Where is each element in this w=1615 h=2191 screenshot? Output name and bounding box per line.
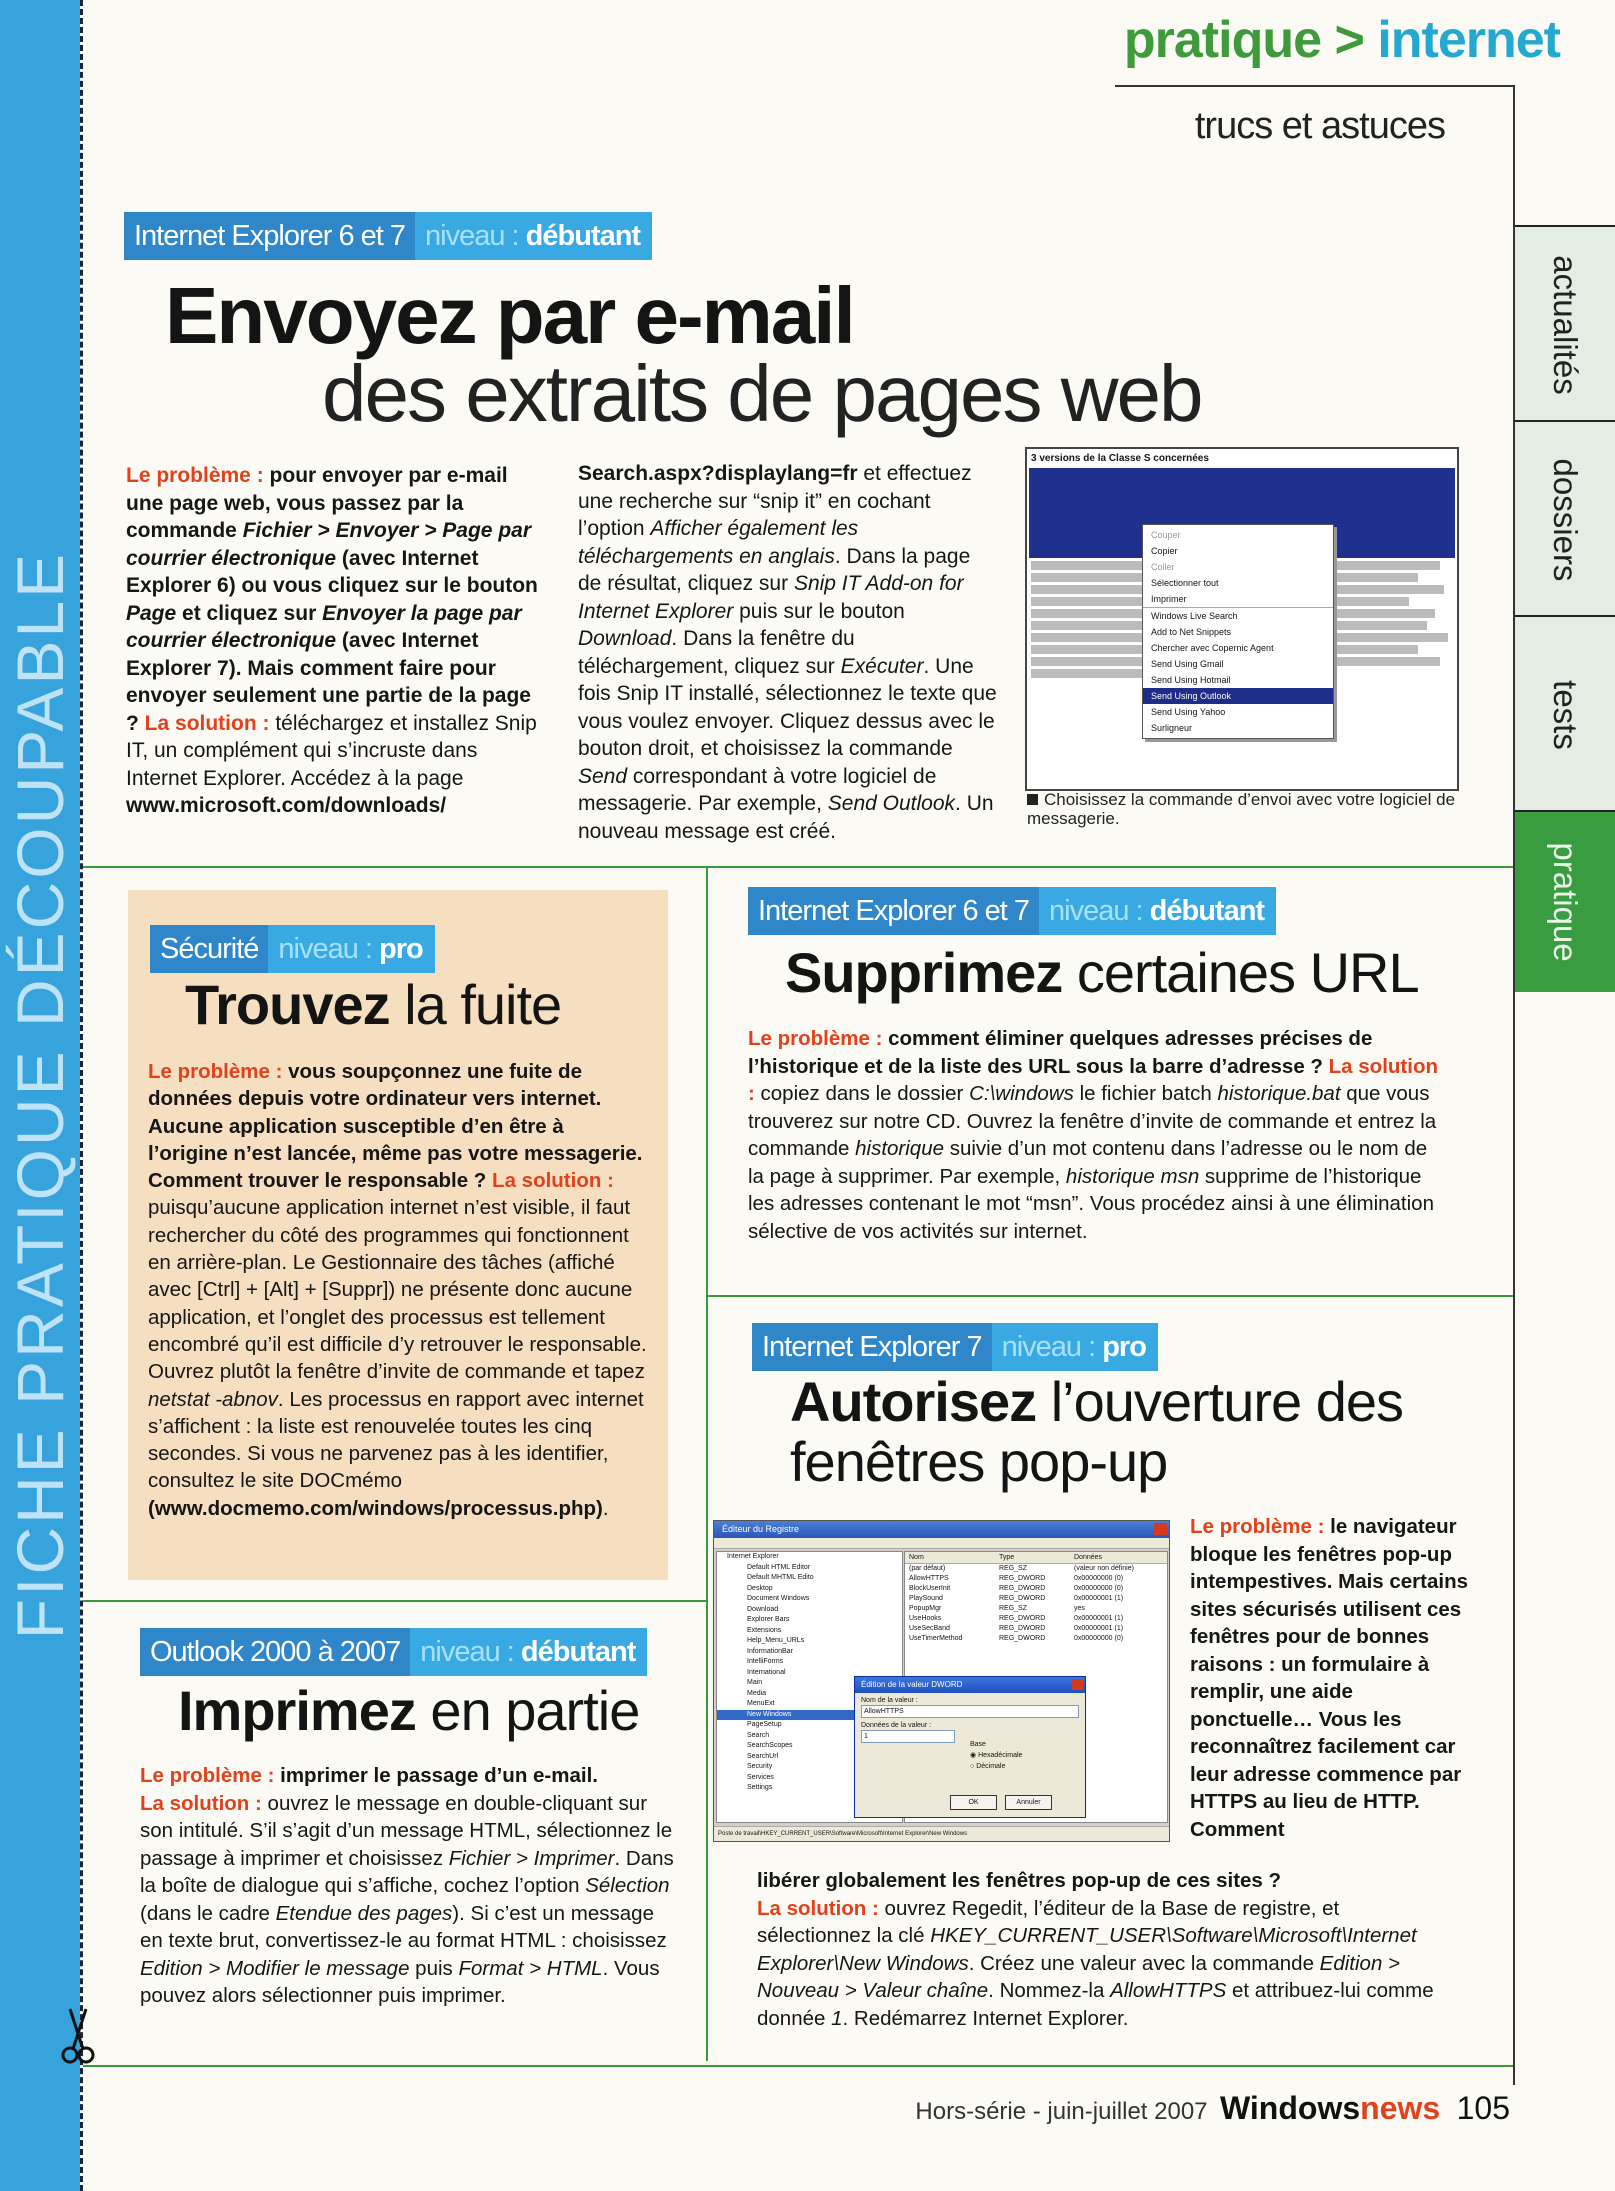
tree-node[interactable]: Settings: [747, 1784, 773, 1791]
article-body: libérer globalement les fenêtres pop-up de ces sites ? La solution : ouvrez Regedit, l’éditeur de la Base de registre, et sélectionnez la clé HKEY_CURRENT_USER\Software\Microsoft\Internet Explorer\New Windows. Créez une valeur avec la commande Edition > Nouveau > Valeur chaîne. Nommez-la AllowHTTPS et attribuez-lui comme donnée 1. Redémarrez Internet Explorer.: [757, 1869, 1434, 2030]
value-row[interactable]: UseSecBand REG_DWORD 0x00000001 (1): [909, 1625, 1124, 1632]
dword-dialog: Édition de la valeur DWORD Nom de la valeur : AllowHTTPS Données de la valeur : 1 Base ◉ Hexadécimale ○ Décimale OK Annuler: [854, 1676, 1086, 1818]
article-subtitle: des extraits de pages web: [322, 349, 1202, 438]
value-row[interactable]: UseHooks REG_DWORD 0x00000001 (1): [909, 1615, 1124, 1622]
article-title: Imprimez en partie: [178, 1679, 640, 1742]
tab-actualites: actualités: [1515, 225, 1615, 422]
cut-line: [80, 0, 83, 2191]
base-group: Base ◉ Hexadécimale ○ Décimale: [970, 1741, 1023, 1770]
article-title: Envoyez par e-mail: [165, 271, 854, 360]
figure-heading: 3 versions de la Classe S concernées: [1031, 453, 1209, 464]
value-row[interactable]: UseTimerMethod REG_DWORD 0x00000000 (0): [909, 1635, 1124, 1642]
tree-node[interactable]: SearchScopes: [747, 1742, 793, 1749]
menu-item[interactable]: Surligneur: [1151, 723, 1193, 733]
value-row[interactable]: BlockUserInit REG_DWORD 0x00000000 (0): [909, 1585, 1124, 1592]
snipit-screenshot: [1025, 447, 1459, 791]
menu-item[interactable]: Send Using Yahoo: [1151, 707, 1226, 717]
page-number: 105: [1456, 2090, 1510, 2126]
tree-node[interactable]: Security: [747, 1763, 773, 1770]
category-label: Internet Explorer 7 niveau : pro: [752, 1323, 1158, 1371]
article-body-col1: Le problème : pour envoyer par e-mail une page web, vous passez par la commande Fichier > Envoyer > Page par courrier électronique (avec Internet Explorer 6) ou vous cliquez sur le bouton Page et cliquez sur Envoyer la page par courrier électronique (avec Internet Explorer 7). Mais comment faire pour envoyer seulement une partie de la page ? La solution : téléchargez et installez Snip IT, un complément qui s’incruste dans Internet Explorer. Accédez à la page www.microsoft.com/downloads/: [126, 464, 538, 817]
dec-radio[interactable]: ○ Décimale: [970, 1763, 1006, 1770]
category-label: Outlook 2000 à 2007 niveau : débutant: [140, 1628, 647, 1676]
menu-item[interactable]: Copier: [1151, 546, 1178, 556]
article-body: Le problème : vous soupçonnez une fuite de données depuis votre ordinateur vers internet. Aucune application susceptible d’en être à l’origine n’est lancée, même pas votre messagerie. Comment trouver le responsable ? La solution : puisqu’aucune application internet n’est visible, il faut rechercher du côté des programmes qui fonctionnent en arrière-plan. Le Gestionnaire des tâches (affiché avec [Ctrl] + [Alt] + [Suppr]) ne présente donc aucune application, et l’onglet des processus est tellement encombré qu’il est difficile d’y retrouver le responsable. Ouvrez plutôt la fenêtre d’invite de commande et tapez netstat -abnov. Les processus en rapport avec internet s’affichent : la liste est renouvelée toutes les cinq secondes. Si vous ne parvenez pas à les identifier, consultez le site DOCmémo (www.docmemo.com/windows/processus.php).: [148, 1060, 647, 1520]
article-title: Supprimez certaines URL: [785, 941, 1419, 1004]
tree-node[interactable]: Services: [747, 1773, 774, 1781]
close-icon[interactable]: [1154, 1523, 1167, 1535]
status-bar: Poste de travail\HKEY_CURRENT_USER\Software\Microsoft\Internet Explorer\New Windows: [714, 1826, 1170, 1841]
value-row[interactable]: PopupMgr REG_SZ yes: [909, 1605, 1085, 1612]
tree-node[interactable]: Internet Explorer: [727, 1553, 779, 1560]
article-title: Trouvez la fuite: [185, 973, 562, 1036]
category-label: Sécurité niveau : pro: [150, 925, 435, 973]
menu-item[interactable]: Imprimer: [1143, 591, 1333, 608]
menu-item[interactable]: Coller: [1151, 562, 1175, 572]
tree-node[interactable]: Default MHTML Edito: [747, 1574, 814, 1581]
tree-node[interactable]: SearchUrl: [747, 1752, 779, 1760]
menu-item[interactable]: Sélectionner tout: [1151, 578, 1219, 588]
article-title: Autorisez l’ouverture des fenêtres pop-up: [790, 1370, 1404, 1493]
magazine-logo: Windowsnews: [1219, 2090, 1441, 2126]
issue-label: Hors-série - juin-juillet 2007: [915, 2098, 1208, 2125]
cancel-button[interactable]: Annuler: [1005, 1795, 1052, 1810]
regedit-screenshot: [713, 1520, 1170, 1842]
value-name-field[interactable]: AllowHTTPS: [861, 1705, 1079, 1718]
menu-bar: [714, 1538, 1169, 1549]
tree-node[interactable]: Download: [747, 1605, 779, 1613]
caption-bullet-icon: [1027, 794, 1038, 805]
close-icon[interactable]: [1072, 1679, 1083, 1690]
tree-node[interactable]: Help_Menu_URLs: [747, 1637, 805, 1644]
value-data-field[interactable]: 1: [861, 1730, 955, 1743]
section-rule: [83, 1600, 706, 1602]
tree-node[interactable]: PageSetup: [747, 1721, 782, 1728]
menu-item[interactable]: Couper: [1151, 530, 1181, 540]
bottom-rule: [83, 2065, 1513, 2067]
tree-node[interactable]: Media: [747, 1689, 767, 1697]
tree-node[interactable]: Desktop: [747, 1584, 773, 1592]
tree-node[interactable]: International: [747, 1668, 786, 1676]
menu-item[interactable]: Send Using Hotmail: [1151, 675, 1231, 685]
tree-node-selected[interactable]: New Windows: [717, 1710, 902, 1721]
article-body-col2: Search.aspx?displaylang=fr et effectuez une recherche sur “snip it” en cochant l’option Afficher également les téléchargements en anglais. Dans la page de résultat, cliquez sur Snip IT Add-on for Internet Explorer puis sur le bouton Download. Dans la fenêtre du téléchargement, cliquez sur Exécuter. Une fois Snip IT installé, sélectionnez le texte que vous voulez envoyer. Cliquez dessus avec le bouton droit, et choisissez la commande Send correspondant à votre logiciel de messagerie. Par exemple, Send Outlook. Un nouveau message est créé.: [578, 462, 997, 843]
menu-item[interactable]: Add to Net Snippets: [1151, 627, 1232, 637]
value-row[interactable]: AllowHTTPS REG_DWORD 0x00000000 (0): [909, 1575, 1124, 1582]
dialog-titlebar: Édition de la valeur DWORD: [855, 1677, 1085, 1693]
tree-node[interactable]: Default HTML Editor: [747, 1563, 811, 1571]
tab-tests: tests: [1515, 615, 1615, 812]
article-body: Le problème : comment éliminer quelques adresses précises de l’historique et de la liste des URL sous la barre d’adresse ? La solution : copiez dans le dossier C:\windows le fichier batch historique.bat que vous trouverez sur notre CD. Ouvrez la fenêtre d’invite de commande et entrez la commande historique suivie d’un mot contenu dans l’adresse ou le nom de la page à supprimer. Par exemple, historique msn supprime de l’historique les adresses contenant le mot “msn”. Vous procédez ainsi à une élimination sélective de vos activités sur internet.: [748, 1027, 1438, 1243]
window-titlebar: Éditeur du Registre: [714, 1521, 1169, 1538]
article-body: Le problème : imprimer le passage d’un e-mail. La solution : ouvrez le message en double-cliquant sur son intitulé. S’il s’agit d’un message HTML, sélectionnez le passage à imprimer et choisissez Fichier > Imprimer. Dans la boîte de dialogue qui s’affiche, cochez l’option Sélection (dans le cadre Etendue des pages). Si c’est un message en texte brut, convertissez-le au format HTML : choisissez Edition > Modifier le message puis Format > HTML. Vous pouvez alors sélectionner puis imprimer.: [140, 1764, 674, 2007]
tab-dossiers: dossiers: [1515, 420, 1615, 617]
page-footer: [910, 2090, 1510, 2127]
value-row[interactable]: PlaySound REG_DWORD 0x00000001 (1): [909, 1595, 1124, 1602]
hex-radio[interactable]: ◉ Hexadécimale: [970, 1752, 1023, 1759]
header-rule: [1115, 85, 1515, 87]
tree-node[interactable]: Explorer Bars: [747, 1616, 790, 1623]
ok-button[interactable]: OK: [950, 1795, 997, 1810]
context-menu: [1142, 524, 1334, 739]
tree-node[interactable]: Document Windows: [747, 1595, 810, 1602]
category-label: Internet Explorer 6 et 7 niveau : débutant: [748, 887, 1276, 935]
scissors-icon: [58, 2005, 98, 2065]
value-row[interactable]: (par défaut) REG_SZ (valeur non définie): [909, 1565, 1134, 1572]
article-body-col: Le problème : le navigateur bloque les fenêtres pop-up intempestives. Mais certains sites sécurisés utilisent ces fenêtres pour de bonnes raisons : un formulaire à remplir, une aide ponctuelle… Vous les reconnaîtrez facilement car leur adresse commence par HTTPS au lieu de HTTP. Comment: [1190, 1515, 1469, 1841]
menu-item[interactable]: Windows Live Search: [1151, 611, 1238, 621]
tree-node[interactable]: Search: [747, 1731, 770, 1739]
tree-node[interactable]: InformationBar: [747, 1647, 793, 1655]
section-rule: [83, 866, 1513, 868]
values-header: Nom Type Données: [905, 1552, 1167, 1564]
section-rule: [706, 1295, 1513, 1297]
rubric: trucs et astuces: [1194, 105, 1445, 147]
category-label: Internet Explorer 6 et 7 niveau : débutant: [124, 212, 652, 260]
column-rule: [706, 866, 708, 2061]
tree-node[interactable]: Main: [747, 1679, 763, 1686]
tree-node[interactable]: IntelliForms: [747, 1658, 784, 1665]
section-title: pratique > internet: [1123, 11, 1560, 69]
tab-pratique: pratique: [1515, 810, 1615, 992]
cutout-strip-label: FICHE PRATIQUE DÉCOUPABLE: [3, 550, 77, 1640]
tree-node[interactable]: Extensions: [747, 1626, 782, 1634]
tree-node[interactable]: MenuExt: [747, 1700, 775, 1707]
menu-item[interactable]: Chercher avec Copernic Agent: [1151, 643, 1274, 653]
figure-caption: Choisissez la commande d’envoi avec votre logiciel de messagerie.: [1027, 790, 1456, 828]
menu-item[interactable]: Send Using Gmail: [1151, 659, 1224, 669]
menu-item-selected[interactable]: Send Using Outlook: [1143, 688, 1333, 704]
